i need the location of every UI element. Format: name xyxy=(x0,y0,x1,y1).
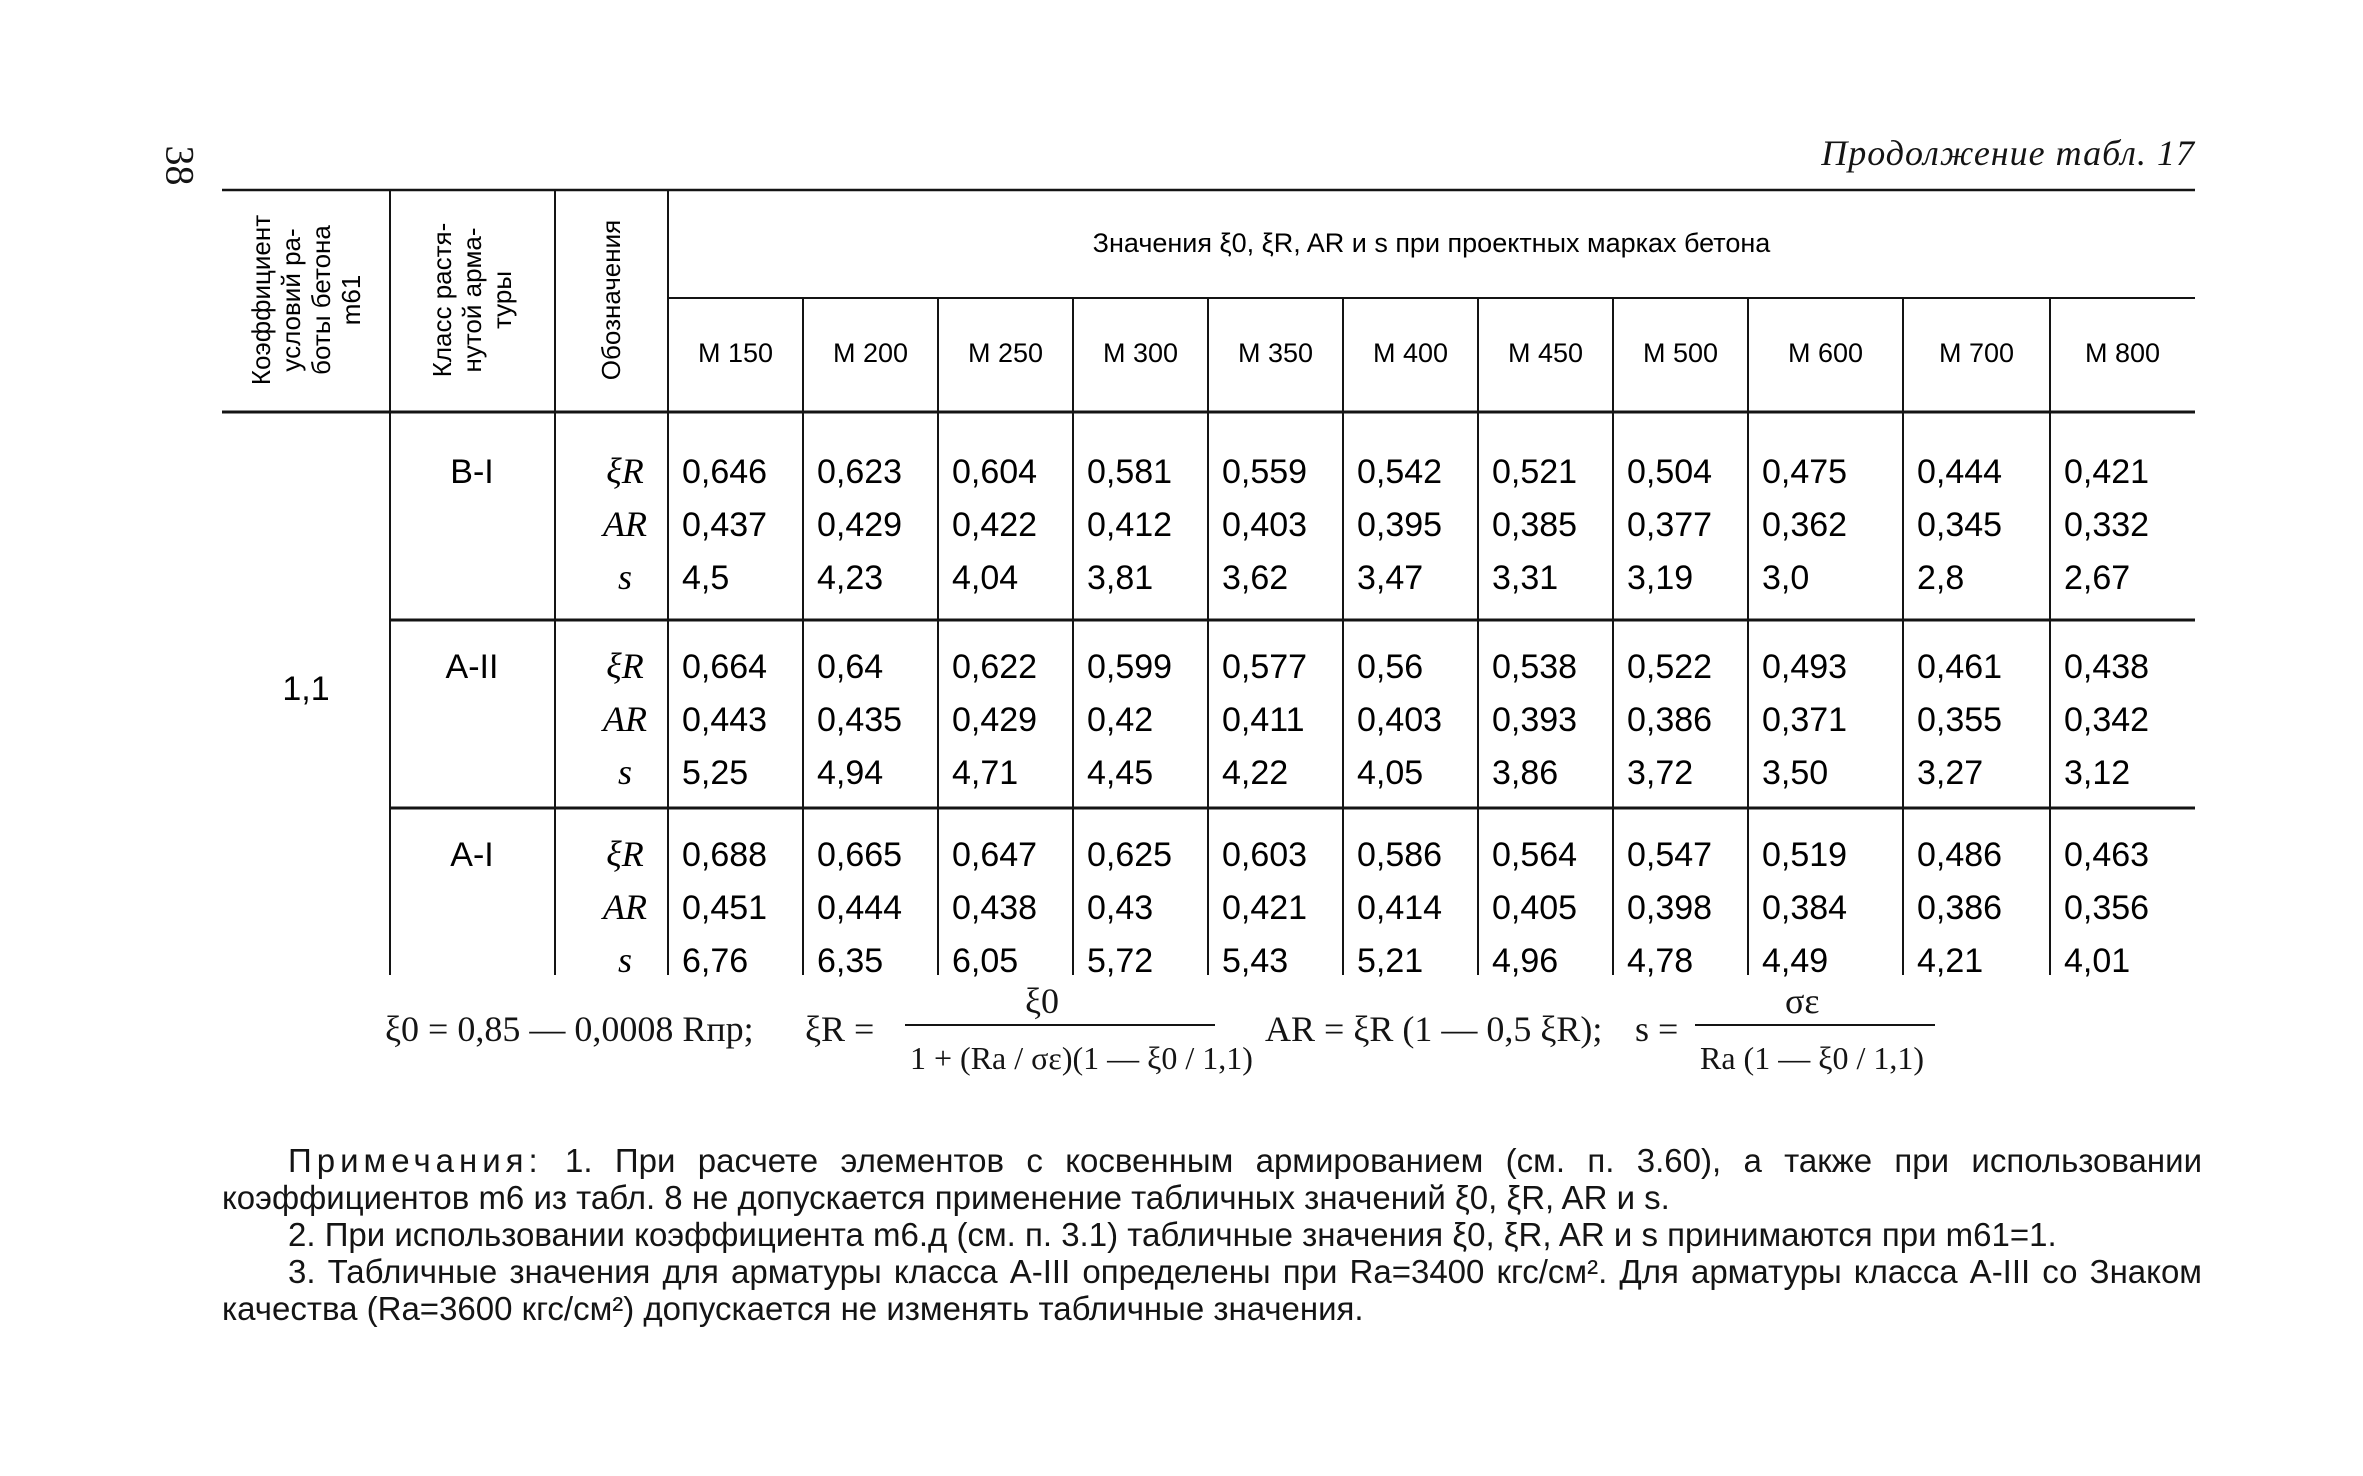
table-cell: 0,403 xyxy=(1222,506,1308,544)
table-cell: 0,435 xyxy=(817,701,903,739)
table-cell: 0,371 xyxy=(1762,701,1848,739)
table-cell: 4,78 xyxy=(1627,942,1694,980)
table-cell: 3,12 xyxy=(2064,754,2131,792)
table-cell: 0,538 xyxy=(1492,648,1578,686)
table-cell: 0,429 xyxy=(817,506,903,544)
table-cell: 0,603 xyxy=(1222,836,1308,874)
table-cell: 0,451 xyxy=(682,889,768,927)
formula-s-denominator: Ra (1 — ξ0 / 1,1) xyxy=(1700,1040,1925,1076)
table-cell: 0,438 xyxy=(2064,648,2150,686)
table-cell: 0,345 xyxy=(1917,506,2003,544)
table-cell: 0,444 xyxy=(1917,453,2003,491)
table-cell: 3,50 xyxy=(1762,754,1829,792)
note-2: 2. При использовании коэффициента m6.д (см. п. 3.1) табличные значения ξ0, ξR, AR и s принимаются при m61=1. xyxy=(288,1216,2057,1253)
header-reinforcement-class-line: туры xyxy=(487,270,517,330)
table-cell: 0,647 xyxy=(952,836,1038,874)
table-cell: 0,422 xyxy=(952,506,1038,544)
table-cell: 0,564 xyxy=(1492,836,1578,874)
table-cell: 4,21 xyxy=(1917,942,1984,980)
table-cell: 0,405 xyxy=(1492,889,1578,927)
symbol-s: s xyxy=(617,940,633,980)
table-cell: 4,5 xyxy=(682,559,730,597)
table-cell: 5,72 xyxy=(1087,942,1154,980)
table-cell: 4,22 xyxy=(1222,754,1289,792)
symbol-s: s xyxy=(617,752,633,792)
table-cell: 6,35 xyxy=(817,942,884,980)
table-cell: 5,43 xyxy=(1222,942,1289,980)
table-cell: 0,519 xyxy=(1762,836,1848,874)
table-cell: 0,604 xyxy=(952,453,1038,491)
table-cell: 0,586 xyxy=(1357,836,1443,874)
table-cell: 0,437 xyxy=(682,506,768,544)
table-cell: 0,42 xyxy=(1087,701,1154,739)
table-cell: 4,01 xyxy=(2064,942,2131,980)
table-cell: 0,542 xyxy=(1357,453,1443,491)
table-cell: 0,504 xyxy=(1627,453,1713,491)
table-cell: 4,05 xyxy=(1357,754,1424,792)
table-cell: 3,0 xyxy=(1762,559,1810,597)
table-cell: 0,622 xyxy=(952,648,1038,686)
table-cell: 0,43 xyxy=(1087,889,1154,927)
header-grade-2: M 250 xyxy=(967,338,1044,368)
header-grade-4: M 350 xyxy=(1237,338,1314,368)
table-cell: 0,646 xyxy=(682,453,768,491)
symbol-ξR: ξR xyxy=(606,834,644,874)
notes-block xyxy=(222,1142,2202,1327)
table-cell: 4,23 xyxy=(817,559,884,597)
header-grade-5: M 400 xyxy=(1372,338,1449,368)
table-cell: 4,96 xyxy=(1492,942,1559,980)
table-cell: 4,71 xyxy=(952,754,1019,792)
formula-xiR-lhs: ξR = xyxy=(805,1009,875,1049)
formula-AR: AR = ξR (1 — 0,5 ξR); xyxy=(1265,1009,1603,1049)
table-cell: 0,547 xyxy=(1627,836,1713,874)
symbol-ξR: ξR xyxy=(606,451,644,491)
table-cell: 3,81 xyxy=(1087,559,1154,597)
reinforcement-class-A-I: A-I xyxy=(450,836,494,874)
table-cell: 4,49 xyxy=(1762,942,1829,980)
table-cell: 3,72 xyxy=(1627,754,1694,792)
note-3: 3. Табличные значения для арматуры класса А-III определены при Rа=3400 кгс/см². Для арматуры класса А-III со Знаком качества (Rа=3600 кгс/см²) допускается не изменять табличные значения. xyxy=(222,1253,2202,1327)
table-cell: 6,05 xyxy=(952,942,1019,980)
table-cell: 0,623 xyxy=(817,453,903,491)
header-grade-1: M 200 xyxy=(832,338,909,368)
table-cell: 0,444 xyxy=(817,889,903,927)
continuation-title: Продолжение табл. 17 xyxy=(1821,133,2195,173)
table-cell: 0,377 xyxy=(1627,506,1713,544)
table-cell: 0,395 xyxy=(1357,506,1443,544)
header-reinforcement-class-line: Класс растя- xyxy=(427,222,457,378)
header-designation xyxy=(596,220,626,380)
coefficient-value: 1,1 xyxy=(282,670,330,708)
header-grade-6: M 450 xyxy=(1507,338,1584,368)
table-cell: 3,27 xyxy=(1917,754,1984,792)
symbol-AR: AR xyxy=(603,699,647,739)
table-cell: 0,522 xyxy=(1627,648,1713,686)
header-reinforcement-class-line: нутой арма- xyxy=(457,227,487,373)
table-cell: 0,486 xyxy=(1917,836,2003,874)
table-cell: 5,25 xyxy=(682,754,749,792)
table-cell: 0,559 xyxy=(1222,453,1308,491)
header-coefficient-line: боты бетона xyxy=(306,225,336,375)
table-cell: 0,355 xyxy=(1917,701,2003,739)
table-cell: 4,94 xyxy=(817,754,884,792)
header-designation-line: Обозначения xyxy=(596,219,626,381)
table-cell: 2,8 xyxy=(1917,559,1965,597)
header-values-caption: Значения ξ0, ξR, AR и s при проектных марках бетона xyxy=(1092,228,1771,258)
table-cell: 0,385 xyxy=(1492,506,1578,544)
table-cell: 0,443 xyxy=(682,701,768,739)
table-cell: 0,398 xyxy=(1627,889,1713,927)
table-cell: 0,581 xyxy=(1087,453,1173,491)
header-grade-10: M 800 xyxy=(2084,338,2161,368)
symbol-AR: AR xyxy=(603,504,647,544)
table-cell: 0,475 xyxy=(1762,453,1848,491)
table-cell: 0,384 xyxy=(1762,889,1848,927)
page-number: 38 xyxy=(157,145,203,186)
formula-s-fraction-bar xyxy=(1695,1024,1935,1026)
table-cell: 0,599 xyxy=(1087,648,1173,686)
notes-label: Примечания: xyxy=(288,1142,543,1179)
symbol-AR: AR xyxy=(603,887,647,927)
table-cell: 3,47 xyxy=(1357,559,1424,597)
symbol-ξR: ξR xyxy=(606,646,644,686)
reinforcement-class-B-I: B-I xyxy=(450,453,494,491)
header-reinforcement-class xyxy=(427,223,517,378)
header-grade-9: M 700 xyxy=(1938,338,2015,368)
formula-xiR-fraction-bar xyxy=(905,1024,1215,1026)
table-cell: 0,386 xyxy=(1627,701,1713,739)
table-cell: 0,414 xyxy=(1357,889,1443,927)
table-cell: 0,342 xyxy=(2064,701,2150,739)
formula-s-numerator: σε xyxy=(1785,981,1820,1021)
header-grade-7: M 500 xyxy=(1642,338,1719,368)
table-cell: 0,521 xyxy=(1492,453,1578,491)
table-cell: 4,04 xyxy=(952,559,1019,597)
table-cell: 0,421 xyxy=(2064,453,2150,491)
table-cell: 0,386 xyxy=(1917,889,2003,927)
symbol-s: s xyxy=(617,557,633,597)
note-1: 1. При расчете элементов с косвенным армированием (см. п. 3.60), а также при использовании коэффициентов m6 из табл. 8 не допускается применение табличных значений ξ0, ξR, AR и s. xyxy=(222,1142,2203,1216)
table-cell: 0,438 xyxy=(952,889,1038,927)
table-cell: 0,56 xyxy=(1357,648,1424,686)
formula-xi0: ξ0 = 0,85 — 0,0008 Rпр; xyxy=(385,1009,754,1049)
table-cell: 0,493 xyxy=(1762,648,1848,686)
table-cell: 0,577 xyxy=(1222,648,1308,686)
table-cell: 0,463 xyxy=(2064,836,2150,874)
table-cell: 0,393 xyxy=(1492,701,1578,739)
table-cell: 2,67 xyxy=(2064,559,2131,597)
header-coefficient-line: m61 xyxy=(336,274,366,326)
table-cell: 0,64 xyxy=(817,648,884,686)
reinforcement-class-A-II: A-II xyxy=(445,648,499,686)
formula-xiR-denominator: 1 + (Ra / σε)(1 — ξ0 / 1,1) xyxy=(910,1040,1253,1076)
table-cell: 0,403 xyxy=(1357,701,1443,739)
table-cell: 3,86 xyxy=(1492,754,1559,792)
table-cell: 0,421 xyxy=(1222,889,1308,927)
table-cell: 0,665 xyxy=(817,836,903,874)
formula-block xyxy=(385,980,1985,1140)
header-grade-3: M 300 xyxy=(1102,338,1179,368)
table-cell: 0,362 xyxy=(1762,506,1848,544)
header-grade-0: M 150 xyxy=(697,338,774,368)
table-cell: 0,688 xyxy=(682,836,768,874)
table-cell: 5,21 xyxy=(1357,942,1424,980)
table-cell: 0,461 xyxy=(1917,648,2003,686)
header-coefficient-line: Коэффициент xyxy=(246,214,276,386)
table-cell: 3,62 xyxy=(1222,559,1289,597)
table-cell: 3,31 xyxy=(1492,559,1559,597)
formula-s-lhs: s = xyxy=(1635,1009,1679,1049)
table-cell: 0,356 xyxy=(2064,889,2150,927)
header-coefficient xyxy=(246,215,366,385)
table-cell: 0,411 xyxy=(1222,701,1305,739)
table-cell: 6,76 xyxy=(682,942,749,980)
header-coefficient-line: условий ра- xyxy=(276,228,306,372)
table-cell: 0,429 xyxy=(952,701,1038,739)
table-cell: 4,45 xyxy=(1087,754,1154,792)
table-cell: 0,664 xyxy=(682,648,768,686)
header-grade-8: M 600 xyxy=(1787,338,1864,368)
table-cell: 3,19 xyxy=(1627,559,1694,597)
table-cell: 0,625 xyxy=(1087,836,1173,874)
table-cell: 0,332 xyxy=(2064,506,2150,544)
formula-xiR-numerator: ξ0 xyxy=(1025,981,1060,1021)
table-cell: 0,412 xyxy=(1087,506,1173,544)
